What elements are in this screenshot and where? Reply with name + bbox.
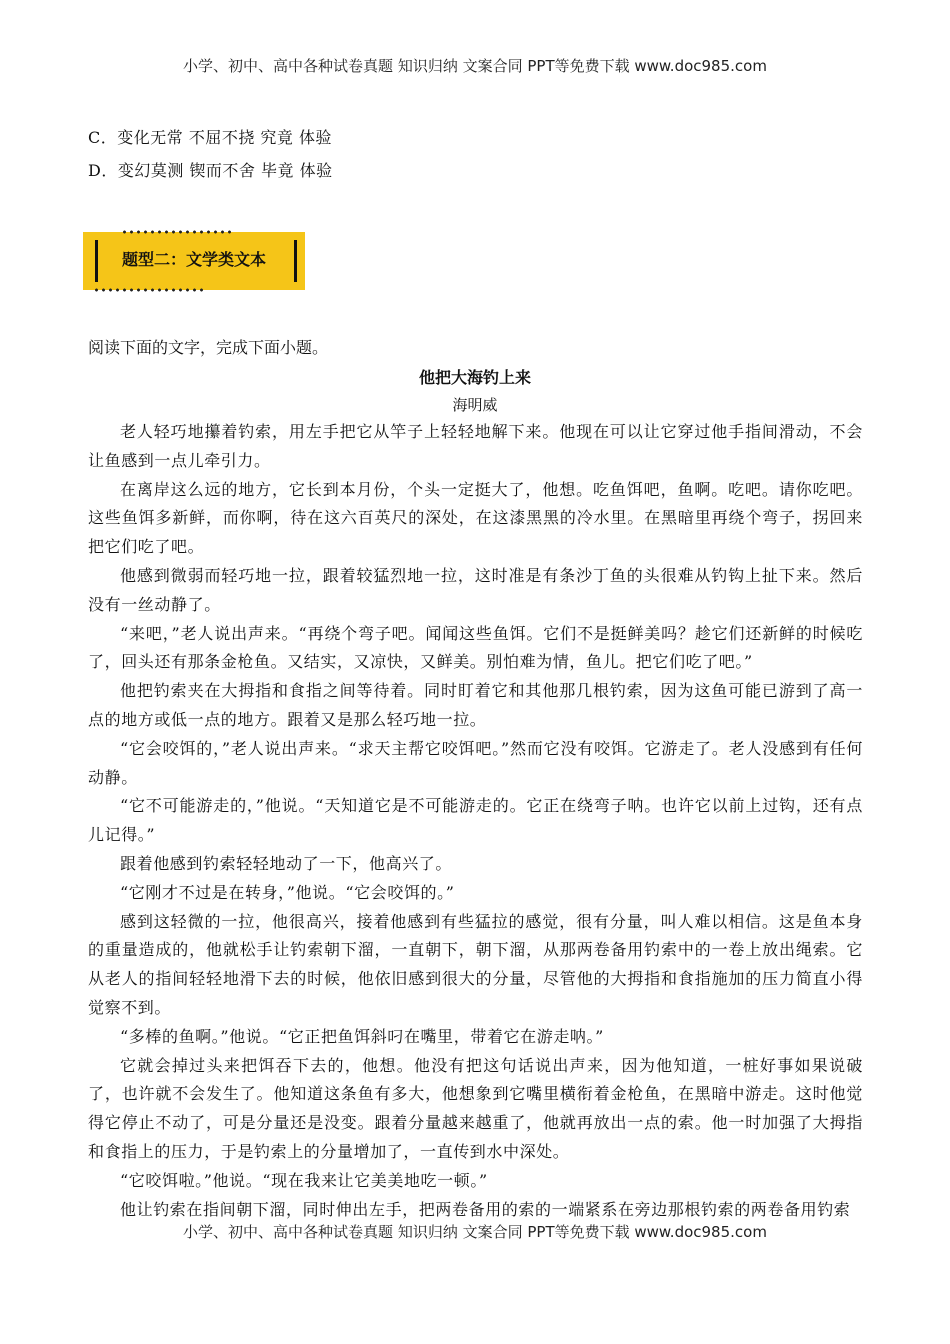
article-title: 他把大海钓上来 (418, 368, 531, 387)
paragraph: “它会咬饵的，”老人说出声来。“求天主帮它咬饵吧。”然而它没有咬饵。它游走了。老人没感到有任何动静。 (88, 738, 863, 787)
banner-dots-top (121, 229, 231, 235)
paragraph: “多棒的鱼啊。”他说。“它正把鱼饵斜叼在嘴里，带着它在游走呐。” (120, 1026, 604, 1046)
option-c: C．变化无常 不屈不挠 究竟 体验 (88, 128, 333, 147)
section-title: 题型二：文学类文本 (121, 250, 266, 269)
page-header-watermark: 小学、初中、高中各种试卷真题 知识归纳 文案合同 PPT等免费下载 www.doc985.com (183, 57, 767, 75)
paragraph: 在离岸这么远的地方，它长到本月份，个头一定挺大了，他想。吃鱼饵吧，鱼啊。吃吧。请你吃吧。这些鱼饵多新鲜，而你啊，待在这六百英尺的深处，在这漆黑黑的冷水里。在黑暗里再绕个弯子，拐回来把它们吃了吧。 (88, 479, 863, 557)
paragraph: 他感到微弱而轻巧地一拉，跟着较猛烈地一拉，这时准是有条沙丁鱼的头很难从钓钩上扯下来。然后没有一丝动静了。 (88, 565, 863, 614)
article-body (88, 418, 863, 1224)
paragraph: “来吧，”老人说出声来。“再绕个弯子吧。闻闻这些鱼饵。它们不是挺鲜美吗？趁它们还新鲜的时候吃了，回头还有那条金枪鱼。又结实，又凉快，又鲜美。别怕难为情，鱼儿。把它们吃了吧。” (88, 623, 863, 672)
article-author: 海明威 (452, 396, 498, 414)
paragraph: 感到这轻微的一拉，他很高兴，接着他感到有些猛拉的感觉，很有分量，叫人难以相信。这是鱼本身的重量造成的，他就松手让钓索朝下溜，一直朝下，朝下溜，从那两卷备用钓索中的一卷上放出绳索。它从老人的指间轻轻地滑下去的时候，他依旧感到很大的分量，尽管他的大拇指和食指施加的压力简直小得觉察不到。 (88, 911, 863, 1017)
banner-dots-bottom (93, 287, 203, 293)
paragraph: 老人轻巧地攥着钓索，用左手把它从竿子上轻轻地解下来。他现在可以让它穿过他手指间滑动，不会让鱼感到一点儿牵引力。 (88, 422, 863, 470)
paragraph: “它咬饵啦。”他说。“现在我来让它美美地吃一顿。” (120, 1170, 488, 1190)
paragraph: “它不可能游走的，”他说。“天知道它是不可能游走的。它正在绕弯子呐。也许它以前上过钩，还有点儿记得。” (88, 796, 863, 845)
paragraph: 它就会掉过头来把饵吞下去的，他想。他没有把这句话说出声来，因为他知道，一桩好事如果说破了，也许就不会发生了。他知道这条鱼有多大，他想象到它嘴里横衔着金枪鱼，在黑暗中游走。这时他觉得它停止不动了，可是分量还是没变。跟着分量越来越重了，他就再放出一点的索。他一时加强了大拇指和食指上的压力，于是钓索上的分量增加了，一直传到水中深处。 (88, 1055, 863, 1161)
reading-instruction: 阅读下面的文字，完成下面小题。 (88, 338, 329, 357)
page-footer-watermark: 小学、初中、高中各种试卷真题 知识归纳 文案合同 PPT等免费下载 www.doc985.com (183, 1223, 767, 1241)
option-d: D．变幻莫测 锲而不舍 毕竟 体验 (88, 161, 333, 180)
paragraph: 他把钓索夹在大拇指和食指之间等待着。同时盯着它和其他那几根钓索，因为这鱼可能已游到了高一点的地方或低一点的地方。跟着又是那么轻巧地一拉。 (88, 681, 863, 729)
paragraph: “它刚才不过是在转身，”他说。“它会咬饵的。” (120, 882, 455, 902)
section-banner (83, 232, 305, 290)
paragraph: 他让钓索在指间朝下溜，同时伸出左手，把两卷备用的索的一端紧系在旁边那根钓索的两卷备用钓索 (120, 1199, 851, 1219)
paragraph: 跟着他感到钓索轻轻地动了一下，他高兴了。 (120, 853, 453, 873)
